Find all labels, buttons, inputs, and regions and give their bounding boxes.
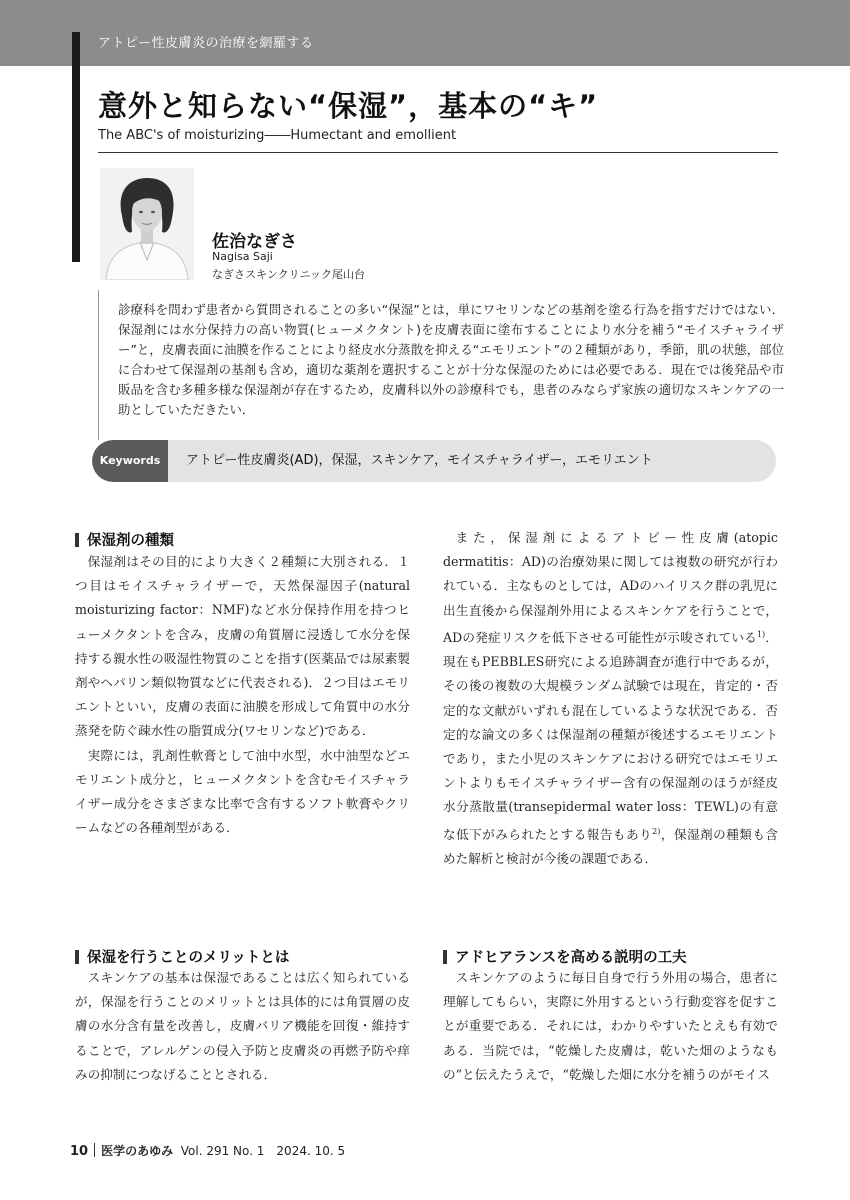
journal-name: 医学のあゆみ — [101, 1144, 174, 1158]
series-title: アトピー性皮膚炎の治療を網羅する — [98, 36, 314, 51]
author-affiliation: なぎさスキンクリニック尾山台 — [212, 268, 366, 281]
abstract: 診療科を問わず患者から質問されることの多い“保湿”とは，単にワセリンなどの基剤を塗る行為を指すだけではない．保湿剤には水分保持力の高い物質(ヒューメクタント)を皮膚表面に塗布することにより水分を補う“モイスチャライザー”と，皮膚表面に油膜を作ることにより経皮水分蒸散を抑える“エモリエント”の２種類があり，季節，肌の状態，部位に合わせて保湿剤の基剤も含め，適切な薬剤を選択することが十分な保湿のためには必要である．現在では後発品や市販品を含む多種多様な保湿剤が存在するため，皮膚科以外の診療科でも，患者のみならず家族の適切なスキンケアの一助としていただきたい． — [118, 302, 784, 417]
article-title: 意外と知らない“保湿”，基本の“キ” — [98, 89, 599, 123]
text-run: ．現在もPEBBLES研究による追跡調査が進行中であるが，その後の複数の大規模ランダム試験では現在，肯定的・否定的な文献がいずれも混在しているような状況である．否定的な論文の多くは保湿剤の種類が後述するエモリエントであり，また小児のスキンケアにおける研究ではエモリエントよりもモイスチャライザー含有の保湿剤のほうが経皮水分蒸散量(transepidermal water loss：TEWL)の有意な低下がみられたとする報告もあり — [443, 630, 778, 842]
paragraph: スキンケアの基本は保湿であることは広く知られているが，保湿を行うことのメリットとは具体的には角質層の皮膚の水分含有量を改善し，皮膚バリア機能を回復・維持することで，アレルゲンの侵入予防と皮膚炎の再燃予防や痒みの抑制につなげることとされる． — [75, 970, 410, 1082]
abstract-side-rule — [98, 290, 99, 440]
paragraph: 保湿剤はその目的により大きく２種類に大別される．１つ目はモイスチャライザーで，天然保湿因子(natural moisturizing factor：NMF)など水分保持作用を持つヒューメクタントを含み，皮膚の角質層に浸透して水分を保持する親水性の吸湿性物質のことを指す(医薬品では尿素製剤やヘパリン類似物質などに代表される)．２つ目はエモリエントといい，皮膚の表面に油膜を形成して角質中の水分蒸発を防ぐ疎水性の脂質成分(ワセリンなど)である． — [75, 554, 410, 739]
author-photo — [100, 168, 194, 280]
section-merits-body — [75, 966, 410, 1087]
journal-issue: Vol. 291 No. 1 2024. 10. 5 — [180, 1144, 346, 1158]
page-footer — [70, 1142, 345, 1159]
text-run: また，保湿剤によるアトピー性皮膚(atopic dermatitis：AD)の治療効果に関しては複数の研究が行われている．主なものとしては，ADのハイリスク群の乳児に出生直後から保湿剤外用によるスキンケアを行うことで，ADの発症リスクを低下させる可能性が示唆されている — [443, 530, 778, 645]
citation-1: 1) — [756, 629, 766, 639]
keywords-label: Keywords — [92, 440, 168, 482]
author-name: 佐治なぎさ — [212, 232, 297, 252]
research-paragraph — [443, 526, 778, 871]
paragraph: スキンケアのように毎日自身で行う外用の場合，患者に理解してもらい，実際に外用するという行動変容を促すことが重要である．それには，わかりやすいたとえも有効である．当院では，“乾燥した皮膚は，乾いた畑のようなもの”と伝えたうえで，“乾燥した畑に水分を補うのがモイス — [443, 970, 778, 1082]
keywords-bar — [92, 440, 776, 482]
citation-2: 2) — [652, 826, 661, 836]
article-subtitle: The ABC's of moisturizing――Humectant and emollient — [98, 128, 457, 143]
section-heading-adherence: アドヒアランスを高める説明の工夫 — [443, 946, 687, 967]
header-accent-bar — [72, 32, 80, 262]
page-number: 10 — [70, 1144, 89, 1159]
section-adherence-body — [443, 966, 778, 1087]
keywords-text: アトピー性皮膚炎(AD)，保湿，スキンケア，モイスチャライザー，エモリエント — [186, 453, 653, 468]
title-divider — [98, 152, 778, 153]
paragraph: 実際には，乳剤性軟膏として油中水型，水中油型などエモリエント成分と，ヒューメクタントを含むモイスチャライザー成分をさまざまな比率で含有するソフト軟膏やクリームなどの各種剤型がある． — [75, 747, 410, 836]
section-heading-merits: 保湿を行うことのメリットとは — [75, 946, 289, 967]
footer-separator — [94, 1143, 95, 1157]
text-run: ，保湿剤の種類も含めた解析と検討が今後の課題である． — [443, 826, 779, 867]
author-roman-name: Nagisa Saji — [212, 250, 273, 263]
section-types-body — [75, 550, 410, 840]
section-heading-types: 保湿剤の種類 — [75, 529, 174, 550]
